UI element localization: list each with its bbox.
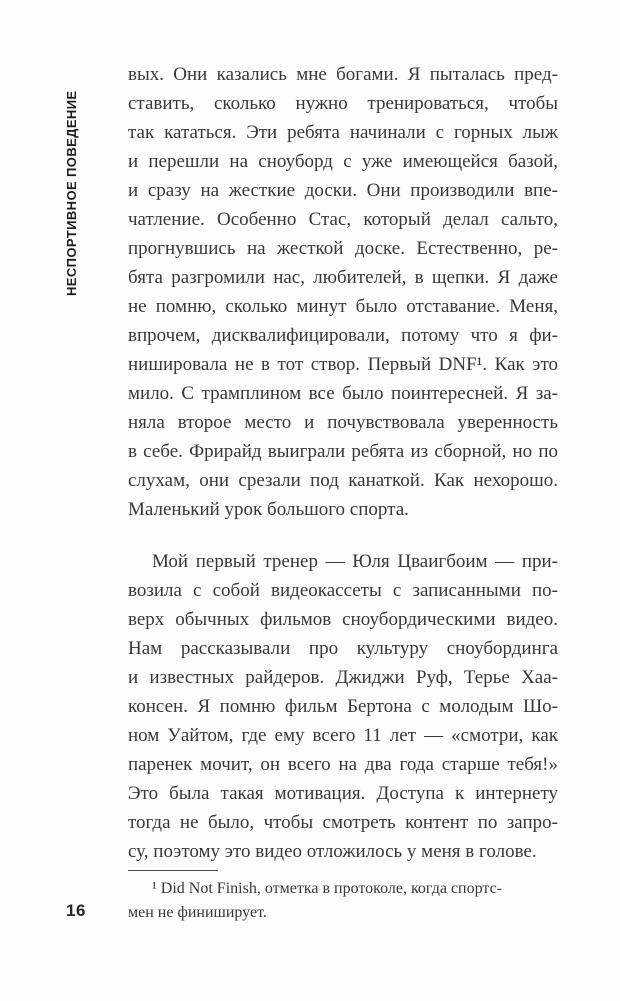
text-line: возила с собой видеокассеты с записанными по- xyxy=(128,580,558,601)
footnote-rule xyxy=(128,870,218,871)
text-line: бята разгромили нас, любителей, в щепки. Я даже xyxy=(128,267,558,288)
running-head xyxy=(64,70,90,296)
text-line: нишировала не в тот створ. Первый DNF¹. Как это xyxy=(128,354,558,375)
body-text xyxy=(128,60,558,866)
text-line: ном Уайтом, где ему всего 11 лет — «смотри, как xyxy=(128,725,558,746)
footnote xyxy=(128,870,558,925)
text-line: чатление. Особенно Стас, который делал сальто, xyxy=(128,209,558,230)
text-line: и перешли на сноуборд с уже имеющейся базой, xyxy=(128,151,558,172)
footnote-line: мен не финиширует. xyxy=(128,904,267,921)
text-line: консен. Я помню фильм Бертона с молодым Шо- xyxy=(128,696,558,717)
running-head-text: НЕСПОРТИВНОЕ ПОВЕДЕНИЕ xyxy=(64,90,79,296)
paragraph-2 xyxy=(128,547,558,866)
text-line: впрочем, дисквалифицировали, потому что я фи- xyxy=(128,325,558,346)
text-line: су, поэтому это видео отложилось у меня в голове. xyxy=(128,841,537,862)
text-line: Это была такая мотивация. Доступа к интернету xyxy=(128,783,558,804)
text-line: верх обычных фильмов сноубордическими видео. xyxy=(128,609,558,630)
paragraph-1 xyxy=(128,60,558,524)
text-line: няла второе место и почувствовала уверенность xyxy=(128,412,558,433)
text-line: Нам рассказывали про культуру сноубординга xyxy=(128,638,558,659)
footnote-line: ¹ Did Not Finish, отметка в протоколе, когда спортс- xyxy=(152,880,503,897)
text-line: паренек мочит, он всего на два года старше тебя!» xyxy=(128,754,558,775)
text-line: ставить, сколько нужно тренироваться, чтобы xyxy=(128,93,558,114)
text-line: тогда не было, чтобы смотреть контент по запро- xyxy=(128,812,558,833)
text-line: прогнувшись на жесткой доске. Естественно, ре- xyxy=(128,238,558,259)
text-line: Мой первый тренер — Юля Цваигбоим — при- xyxy=(152,551,558,572)
text-line: не помню, сколько минут было отставание. Меня, xyxy=(128,296,558,317)
text-line: в себе. Фрирайд выиграли ребята из сборной, но по xyxy=(128,441,558,462)
text-line: вых. Они казались мне богами. Я пыталась пред- xyxy=(128,64,558,85)
text-line: мило. С трамплином все было поинтересней. Я за- xyxy=(128,383,558,404)
text-line: и известных райдеров. Джиджи Руф, Терье Хаа- xyxy=(128,667,558,688)
text-line: слухам, они срезали под канаткой. Как нехорошо. xyxy=(128,470,558,491)
text-line: так кататься. Эти ребята начинали с горных лыж xyxy=(128,122,558,143)
page-number: 16 xyxy=(66,901,86,920)
text-line: Маленький урок большого спорта. xyxy=(128,499,409,520)
text-line: и сразу на жесткие доски. Они производили впе- xyxy=(128,180,558,201)
